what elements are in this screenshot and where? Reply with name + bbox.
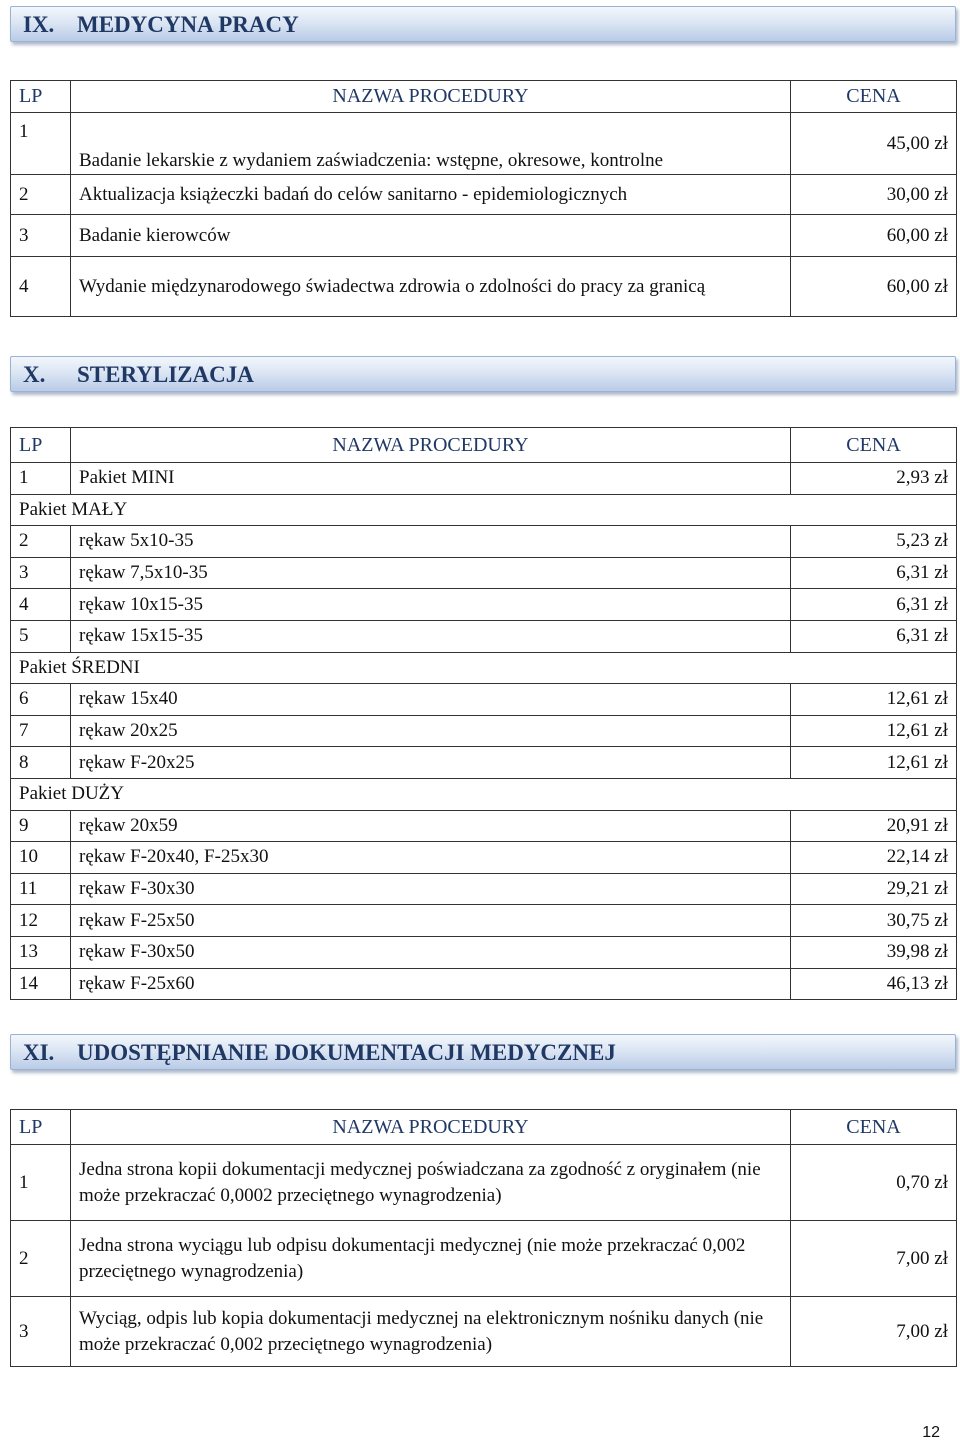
- row-price: 60,00 zł: [791, 257, 957, 317]
- row-name: Pakiet MINI: [71, 463, 791, 495]
- table-row: [11, 810, 957, 842]
- row-name: rękaw 15x40: [71, 684, 791, 716]
- row-price: 20,91 zł: [791, 810, 957, 842]
- header-name: NAZWA PROCEDURY: [71, 428, 791, 463]
- table-row: [11, 175, 957, 215]
- table-row: [11, 873, 957, 905]
- row-lp: 5: [11, 620, 71, 652]
- section-header-medycyna-pracy: [10, 6, 956, 42]
- row-lp: 1: [11, 463, 71, 495]
- row-price: 7,00 zł: [791, 1221, 957, 1297]
- table-row: [11, 257, 957, 317]
- row-price: 6,31 zł: [791, 589, 957, 621]
- row-lp: 1: [11, 113, 71, 175]
- section-title: UDOSTĘPNIANIE DOKUMENTACJI MEDYCZNEJ: [77, 1040, 616, 1065]
- row-lp: 9: [11, 810, 71, 842]
- row-lp: 3: [11, 1297, 71, 1367]
- row-price: 0,70 zł: [791, 1145, 957, 1221]
- table-row: [11, 463, 957, 495]
- table-header-row: [11, 81, 957, 113]
- row-price: 39,98 zł: [791, 936, 957, 968]
- table-row: [11, 557, 957, 589]
- row-price: 12,61 zł: [791, 715, 957, 747]
- row-lp: 7: [11, 715, 71, 747]
- section-number: IX.: [23, 12, 55, 37]
- row-name: Badanie lekarskie z wydaniem zaświadczenia: wstępne, okresowe, kontrolne: [71, 113, 791, 175]
- row-name: rękaw F-25x50: [71, 905, 791, 937]
- row-price: 12,61 zł: [791, 684, 957, 716]
- table-row: [11, 589, 957, 621]
- table-row: [11, 715, 957, 747]
- table-sterylizacja: [10, 427, 957, 1000]
- row-name: rękaw 20x25: [71, 715, 791, 747]
- row-name: rękaw F-30x50: [71, 936, 791, 968]
- row-lp: 4: [11, 257, 71, 317]
- header-price: CENA: [791, 1110, 957, 1145]
- row-name: rękaw 5x10-35: [71, 526, 791, 558]
- section-number: XI.: [23, 1040, 55, 1065]
- row-price: 29,21 zł: [791, 873, 957, 905]
- row-lp: 10: [11, 842, 71, 874]
- row-price: 6,31 zł: [791, 620, 957, 652]
- row-name: Jedna strona kopii dokumentacji medycznej poświadczana za zgodność z oryginałem (nie może przekraczać 0,0002 przeciętnego wynagrodzenia): [71, 1145, 791, 1221]
- row-name: Wydanie międzynarodowego świadectwa zdrowia o zdolności do pracy za granicą: [71, 257, 791, 317]
- table-row: [11, 113, 957, 175]
- row-price: 30,75 zł: [791, 905, 957, 937]
- header-price: CENA: [791, 81, 957, 113]
- row-lp: 3: [11, 557, 71, 589]
- table-row: [11, 215, 957, 257]
- package-label: Pakiet MAŁY: [11, 494, 957, 526]
- row-lp: 8: [11, 747, 71, 779]
- section-title: MEDYCYNA PRACY: [77, 12, 299, 37]
- row-price: 30,00 zł: [791, 175, 957, 215]
- row-lp: 6: [11, 684, 71, 716]
- table-row: [11, 842, 957, 874]
- row-lp: 2: [11, 175, 71, 215]
- section-header-sterylizacja: [10, 356, 956, 392]
- row-lp: 3: [11, 215, 71, 257]
- row-lp: 12: [11, 905, 71, 937]
- row-name: rękaw F-20x40, F-25x30: [71, 842, 791, 874]
- header-price: CENA: [791, 428, 957, 463]
- header-lp: LP: [11, 428, 71, 463]
- row-price: 12,61 zł: [791, 747, 957, 779]
- row-name: rękaw 10x15-35: [71, 589, 791, 621]
- row-lp: 14: [11, 968, 71, 1000]
- row-price: 46,13 zł: [791, 968, 957, 1000]
- table-row: [11, 684, 957, 716]
- row-name: rękaw F-25x60: [71, 968, 791, 1000]
- row-name: rękaw F-30x30: [71, 873, 791, 905]
- row-name: Wyciąg, odpis lub kopia dokumentacji medycznej na elektronicznym nośniku danych (nie może przekraczać 0,002 przeciętnego wynagrodzenia): [71, 1297, 791, 1367]
- row-price: 22,14 zł: [791, 842, 957, 874]
- table-row: [11, 905, 957, 937]
- table-header-row: [11, 1110, 957, 1145]
- header-name: NAZWA PROCEDURY: [71, 81, 791, 113]
- row-price: 2,93 zł: [791, 463, 957, 495]
- row-price: 60,00 zł: [791, 215, 957, 257]
- table-row: [11, 747, 957, 779]
- section-header-udostepnianie-dokumentacji: [10, 1034, 956, 1070]
- row-name: rękaw 20x59: [71, 810, 791, 842]
- row-lp: 4: [11, 589, 71, 621]
- package-label: Pakiet ŚREDNI: [11, 652, 957, 684]
- row-lp: 2: [11, 526, 71, 558]
- row-name: rękaw F-20x25: [71, 747, 791, 779]
- table-row: [11, 1221, 957, 1297]
- header-name: NAZWA PROCEDURY: [71, 1110, 791, 1145]
- row-lp: 2: [11, 1221, 71, 1297]
- table-header-row: [11, 428, 957, 463]
- section-title: STERYLIZACJA: [77, 362, 254, 387]
- section-number: X.: [23, 362, 46, 387]
- table-row: [11, 620, 957, 652]
- header-lp: LP: [11, 1110, 71, 1145]
- table-row: [11, 1297, 957, 1367]
- table-row: [11, 1145, 957, 1221]
- row-price: 5,23 zł: [791, 526, 957, 558]
- row-price: 7,00 zł: [791, 1297, 957, 1367]
- row-price: 45,00 zł: [791, 113, 957, 175]
- package-group-row: [11, 494, 957, 526]
- package-label: Pakiet DUŻY: [11, 778, 957, 810]
- table-udostepnianie-dokumentacji: [10, 1109, 957, 1367]
- page-number: 12: [922, 1424, 940, 1441]
- row-name: Badanie kierowców: [71, 215, 791, 257]
- package-group-row: [11, 652, 957, 684]
- header-lp: LP: [11, 81, 71, 113]
- table-row: [11, 526, 957, 558]
- row-name: rękaw 15x15-35: [71, 620, 791, 652]
- row-price: 6,31 zł: [791, 557, 957, 589]
- table-row: [11, 968, 957, 1000]
- row-lp: 1: [11, 1145, 71, 1221]
- row-lp: 13: [11, 936, 71, 968]
- row-name: rękaw 7,5x10-35: [71, 557, 791, 589]
- row-name: Jedna strona wyciągu lub odpisu dokumentacji medycznej (nie może przekraczać 0,002 przeciętnego wynagrodzenia): [71, 1221, 791, 1297]
- row-lp: 11: [11, 873, 71, 905]
- table-medycyna-pracy: [10, 80, 957, 317]
- row-name: Aktualizacja książeczki badań do celów sanitarno - epidemiologicznych: [71, 175, 791, 215]
- table-row: [11, 936, 957, 968]
- package-group-row: [11, 778, 957, 810]
